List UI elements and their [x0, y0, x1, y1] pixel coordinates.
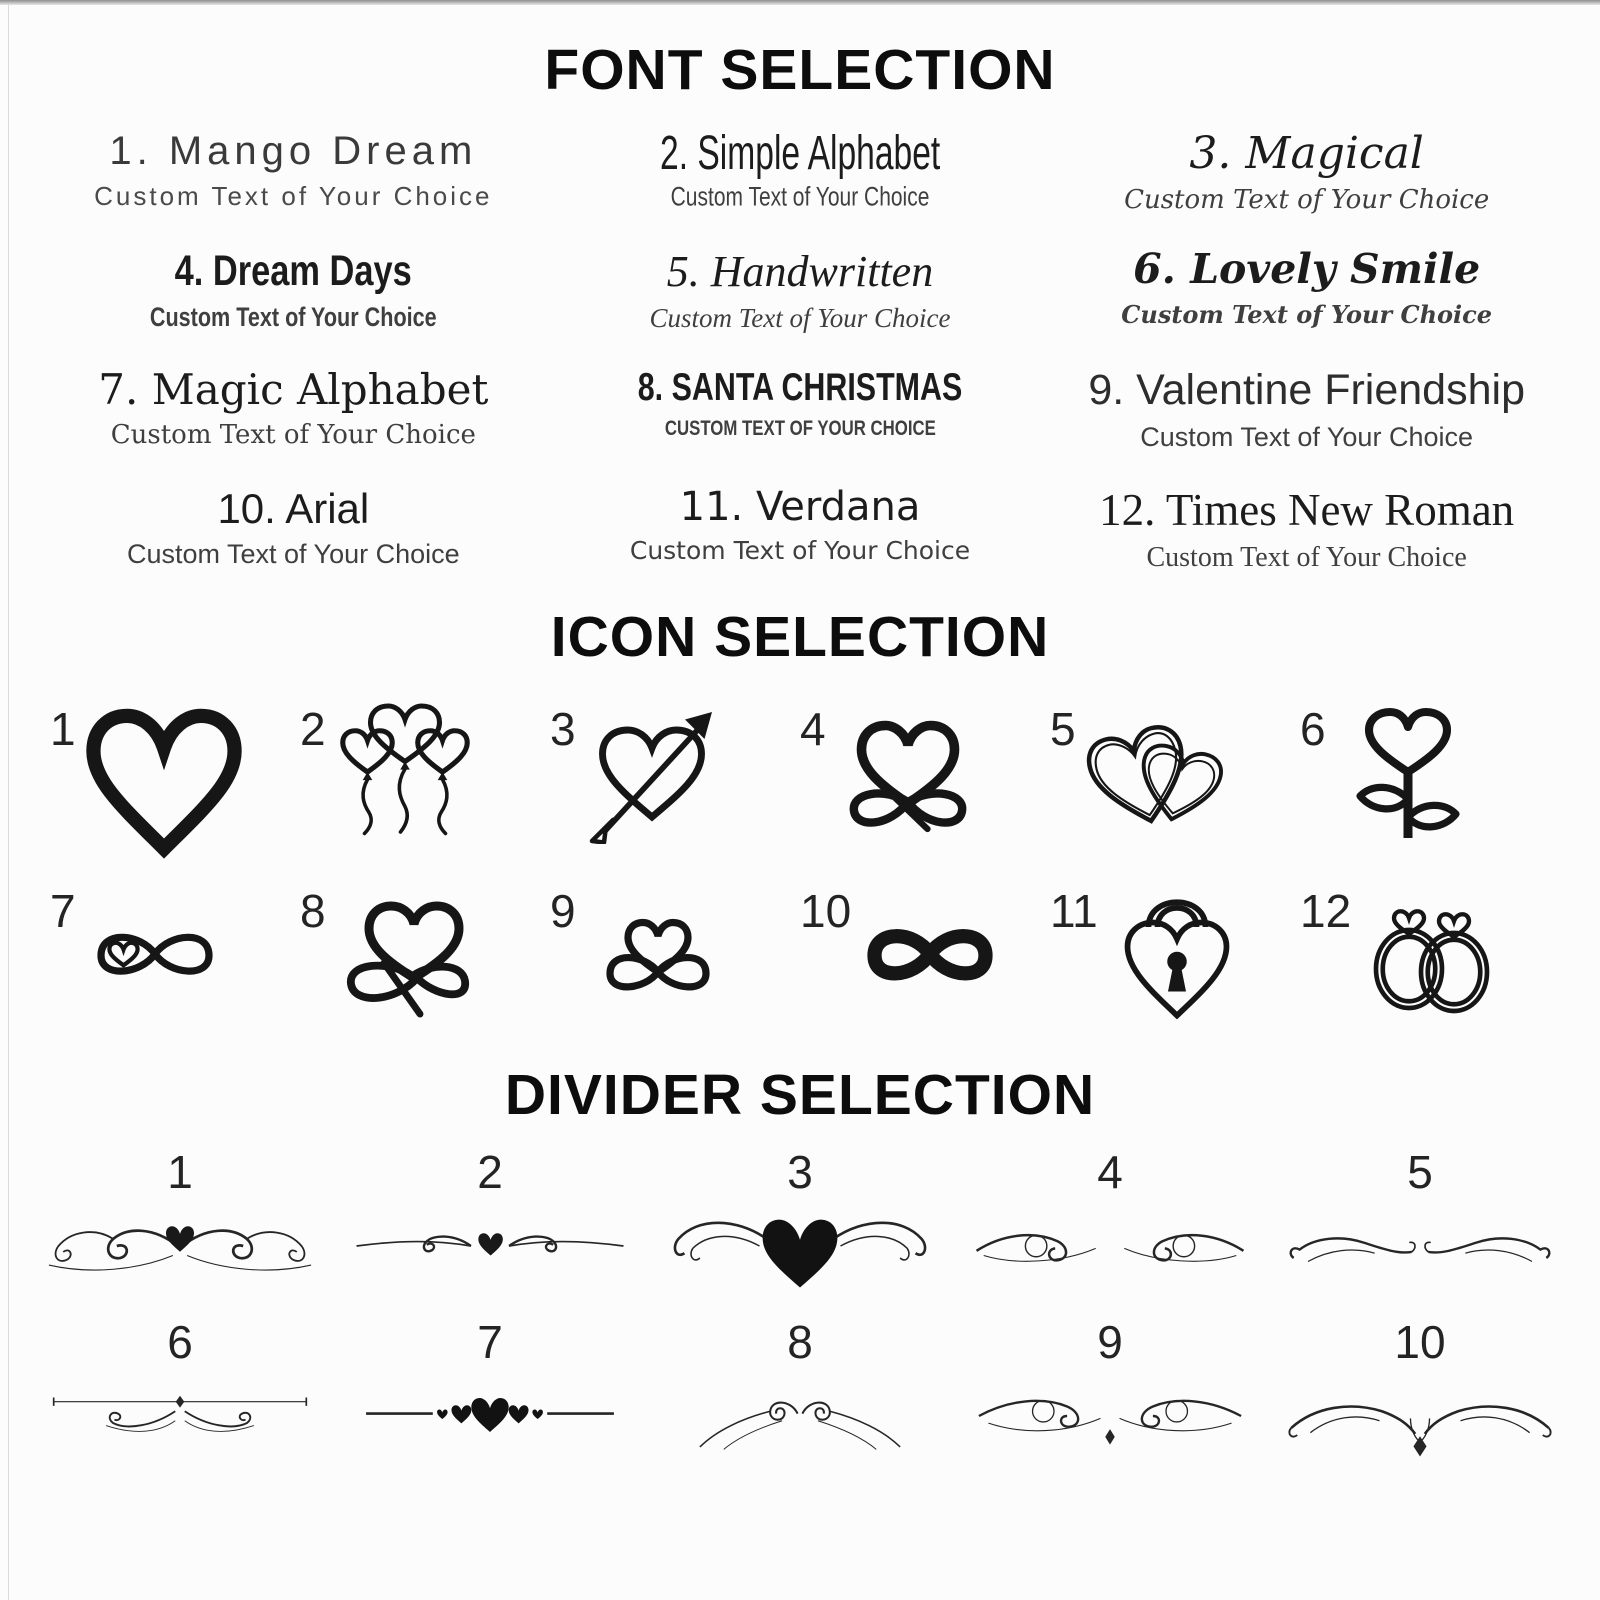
font-number: 2. — [659, 125, 688, 180]
font-sample-text: Custom Text of Your Choice — [1146, 541, 1467, 573]
font-option-9 — [1053, 366, 1560, 452]
font-sample-text: Custom Text of Your Choice — [629, 536, 971, 566]
icon-number: 8 — [300, 884, 326, 937]
icon-number: 7 — [50, 884, 76, 937]
font-number: 3. — [1189, 127, 1232, 179]
font-label: Lovely Smile — [1190, 245, 1481, 294]
divider-option-3 — [645, 1145, 955, 1294]
icon-number: 3 — [550, 702, 576, 755]
heart-infinity-flourish-icon — [330, 876, 480, 1026]
divider-grid — [25, 1145, 1575, 1465]
icon-grid — [50, 694, 1550, 1026]
infinity-small-heart-icon — [80, 876, 230, 1026]
heart-padlock-icon — [1102, 876, 1252, 1026]
divider-number: 10 — [1394, 1315, 1446, 1368]
font-option-12 — [1053, 485, 1560, 574]
divider-number: 3 — [787, 1145, 813, 1198]
icon-number: 4 — [800, 702, 826, 755]
icon-option-7 — [50, 876, 300, 1026]
icon-option-2 — [300, 694, 550, 862]
icon-option-8 — [300, 876, 550, 1026]
heart-balloons-icon — [330, 694, 480, 844]
font-option-11 — [547, 485, 1054, 574]
swirl-diamond-divider — [1277, 1368, 1563, 1464]
font-name — [547, 247, 1054, 296]
icon-option-1 — [50, 694, 300, 862]
font-sample-text: Custom Text of Your Choice — [110, 420, 476, 451]
font-label: Valentine Friendship — [1136, 366, 1525, 415]
divider-number: 2 — [477, 1145, 503, 1198]
font-name — [547, 485, 1054, 530]
font-label: Dream Days — [213, 247, 412, 296]
font-sample-text: Custom Text of Your Choice — [670, 182, 930, 212]
divider-number: 6 — [167, 1315, 193, 1368]
divider-number: 9 — [1097, 1315, 1123, 1368]
bracket-swirl-divider — [657, 1368, 943, 1464]
font-option-5 — [547, 247, 1054, 334]
wedding-rings-icon — [1355, 876, 1505, 1026]
icon-number: 11 — [1050, 884, 1098, 937]
icon-number: 10 — [800, 884, 852, 937]
font-option-1 — [40, 129, 547, 215]
double-swirl-divider — [967, 1198, 1253, 1294]
font-grid — [40, 125, 1560, 574]
font-option-8 — [547, 366, 1054, 452]
font-name — [40, 129, 547, 174]
icon-option-6 — [1300, 694, 1550, 862]
icon-number: 12 — [1300, 884, 1352, 937]
font-number: 12. — [1099, 484, 1156, 535]
icon-number: 9 — [550, 884, 576, 937]
font-sample-text: Custom Text of Your Choice — [1121, 300, 1493, 330]
flourish-diamond-divider — [967, 1368, 1253, 1464]
font-option-3 — [1053, 129, 1560, 215]
icon-number: 6 — [1300, 702, 1326, 755]
icon-option-11 — [1050, 876, 1300, 1026]
font-number: 6. — [1133, 245, 1176, 294]
icon-number: 2 — [300, 702, 326, 755]
heart-over-infinity-icon — [580, 876, 730, 1026]
divider-number: 5 — [1407, 1145, 1433, 1198]
bold-heart-flourish-divider — [657, 1198, 943, 1294]
font-label: SANTA CHRISTMAS — [671, 366, 963, 410]
font-label: Times New Roman — [1165, 484, 1515, 535]
divider-number: 7 — [477, 1315, 503, 1368]
divider-option-5 — [1265, 1145, 1575, 1294]
font-number: 4. — [174, 247, 204, 296]
font-name — [1053, 485, 1560, 535]
font-sample-text: Custom Text of Your Choice — [94, 180, 493, 211]
line-underswirl-divider — [37, 1368, 323, 1464]
curl-flourish-divider — [1277, 1198, 1563, 1294]
icon-option-10 — [800, 876, 1050, 1026]
font-sample-text: CUSTOM TEXT OF YOUR CHOICE — [664, 417, 936, 441]
icon-option-4 — [800, 694, 1050, 862]
divider-option-2 — [335, 1145, 645, 1294]
font-name — [40, 485, 547, 532]
line-heart-flourish-divider — [347, 1198, 633, 1294]
font-number: 11. — [679, 483, 744, 530]
font-number: 9. — [1088, 366, 1125, 415]
font-name — [1053, 129, 1560, 178]
font-label: Verdana — [755, 483, 921, 530]
font-label: Magical — [1245, 127, 1424, 179]
icon-number: 1 — [50, 702, 76, 755]
icon-option-3 — [550, 694, 800, 862]
divider-option-8 — [645, 1315, 955, 1464]
divider-section-title: DIVIDER SELECTION — [504, 1062, 1096, 1127]
icon-section-title: ICON SELECTION — [550, 604, 1050, 669]
divider-option-4 — [955, 1145, 1265, 1294]
font-option-4 — [40, 247, 547, 334]
font-number: 1. — [109, 128, 153, 173]
font-number: 7. — [98, 365, 139, 415]
divider-number: 8 — [787, 1315, 813, 1368]
font-option-6 — [1053, 247, 1560, 334]
font-option-2 — [547, 125, 1054, 215]
heart-arrow-icon — [580, 694, 730, 844]
font-name — [40, 366, 547, 413]
font-name — [638, 366, 963, 410]
divider-option-7 — [335, 1315, 645, 1464]
bold-infinity-icon — [855, 876, 1005, 1026]
font-label: Simple Alphabet — [697, 125, 941, 180]
divider-option-9 — [955, 1315, 1265, 1464]
font-label: Magic Alphabet — [151, 365, 489, 415]
font-sample-text: Custom Text of Your Choice — [1140, 421, 1473, 452]
font-sample-text: Custom Text of Your Choice — [149, 302, 437, 333]
font-number: 5. — [666, 247, 700, 297]
bold-heart-icon — [80, 694, 248, 862]
swirl-heart-divider — [37, 1198, 323, 1294]
icon-number: 5 — [1050, 702, 1076, 755]
font-sample-text: Custom Text of Your Choice — [126, 538, 460, 569]
font-section-title: FONT SELECTION — [544, 38, 1056, 102]
divider-option-10 — [1265, 1315, 1575, 1464]
font-sample-text: Custom Text of Your Choice — [649, 303, 951, 334]
font-name — [175, 247, 412, 295]
icon-option-5 — [1050, 694, 1300, 862]
font-option-7 — [40, 366, 547, 452]
divider-option-6 — [25, 1315, 335, 1464]
heart-infinity-bow-icon — [830, 694, 980, 844]
double-sketch-hearts-icon — [1080, 694, 1230, 844]
font-label: Arial — [285, 484, 370, 532]
heart-flower-icon — [1330, 694, 1480, 844]
divider-number: 4 — [1097, 1145, 1123, 1198]
divider-option-1 — [25, 1145, 335, 1294]
font-option-10 — [40, 485, 547, 574]
font-number: 8. — [637, 366, 664, 410]
icon-option-9 — [550, 876, 800, 1026]
font-number: 10. — [217, 484, 276, 532]
font-label: Mango Dream — [168, 128, 478, 173]
font-sample-text: Custom Text of Your Choice — [1124, 185, 1490, 216]
heart-row-divider — [347, 1368, 633, 1464]
font-name — [1053, 366, 1560, 414]
font-name — [660, 126, 940, 180]
divider-number: 1 — [167, 1145, 193, 1198]
font-name — [1053, 247, 1560, 293]
font-label: Handwritten — [710, 247, 934, 297]
icon-option-12 — [1300, 876, 1550, 1026]
